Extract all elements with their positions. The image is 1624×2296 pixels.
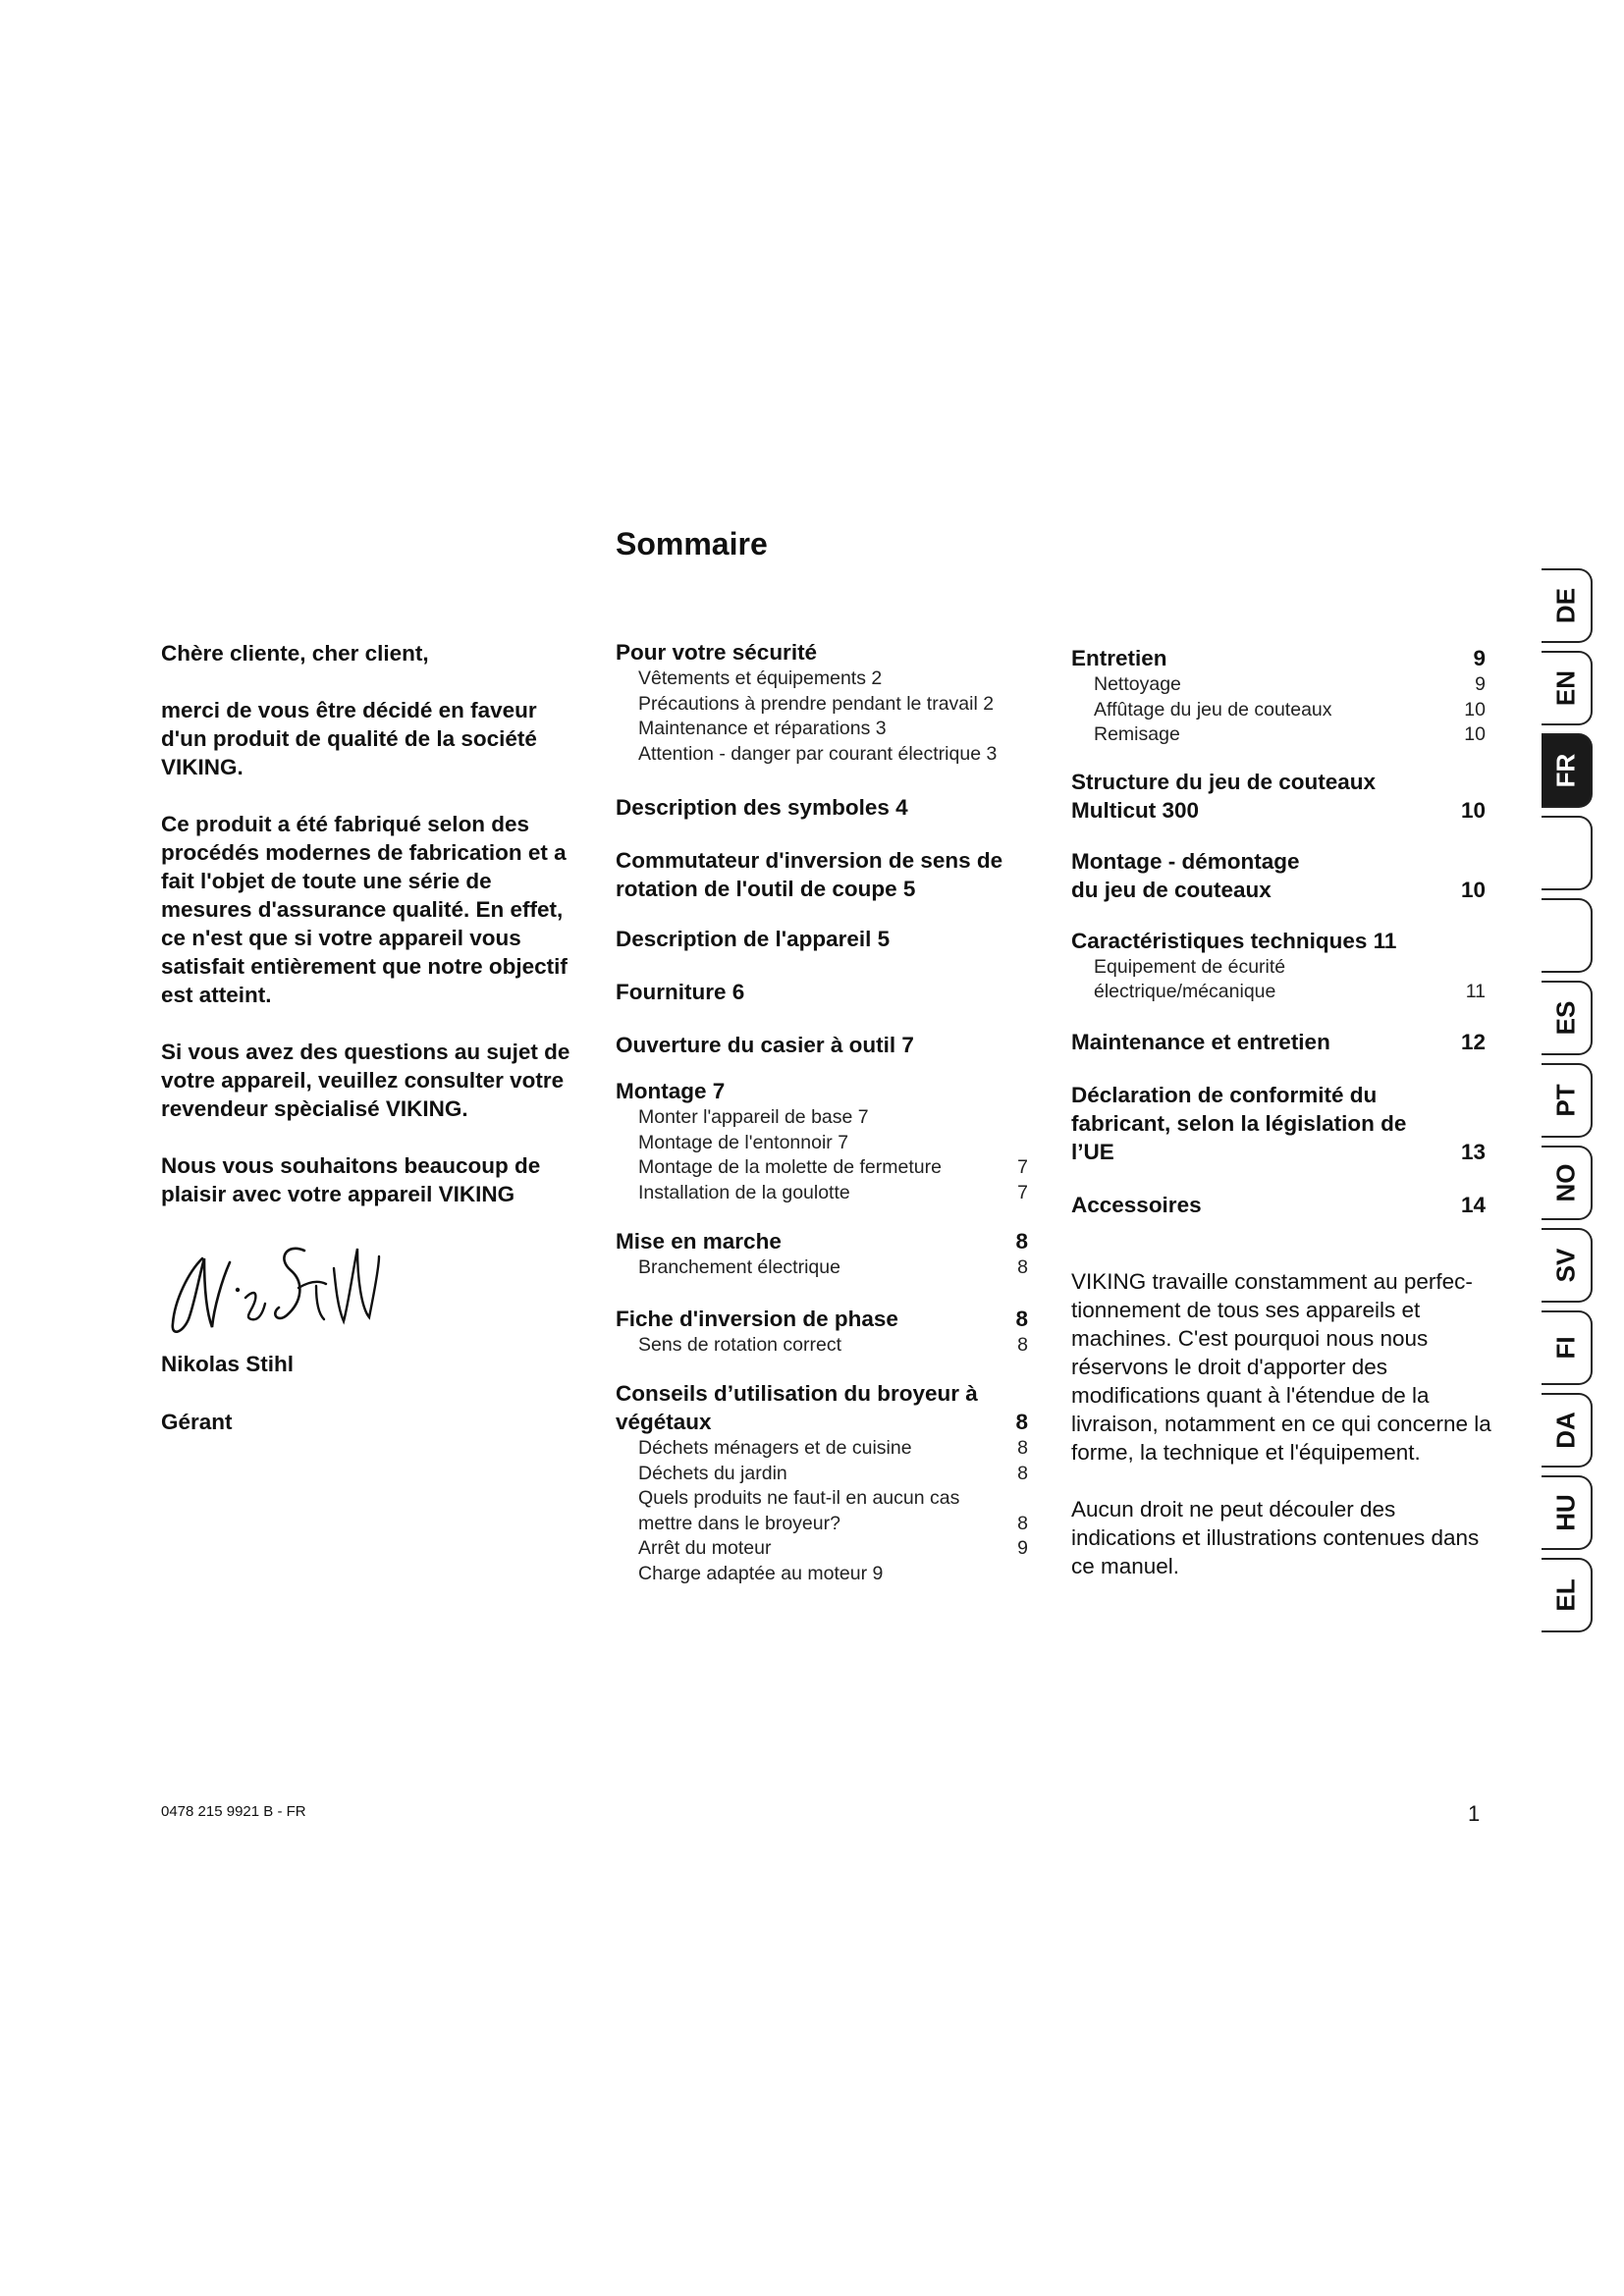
letter-paragraph: merci de vous être décidé en faveur d'un produit de qualité de la société VIKING.	[161, 698, 537, 779]
toc-section	[616, 978, 1028, 1006]
language-tab-fi[interactable]: FI	[1542, 1310, 1593, 1385]
language-tab-fr[interactable]: FR	[1542, 733, 1593, 808]
language-tab-hu[interactable]: HU	[1542, 1475, 1593, 1550]
toc-entry[interactable]: Déclaration de conformité du fabricant, selon la législation de l’UE 13	[1071, 1082, 1486, 1164]
toc-entry[interactable]: Description de l'appareil 5	[616, 927, 891, 951]
toc-entry[interactable]: Commutateur d'inversion de sens de rotation de l'outil de coupe 5	[616, 848, 1003, 901]
toc-entry[interactable]: Description des symboles 4	[616, 795, 908, 820]
language-tab-es[interactable]: ES	[1542, 981, 1593, 1055]
toc-entry[interactable]: Fourniture 6	[616, 980, 745, 1004]
toc-entry[interactable]: Maintenance et entretien 12	[1071, 1029, 1486, 1054]
language-tab-de[interactable]: DE	[1542, 568, 1593, 643]
toc-subentry[interactable]: Attention - danger par courant électrique 3	[638, 742, 998, 765]
toc-entry[interactable]: Caractéristiques techniques 11	[1071, 928, 1397, 953]
page-number: 1	[1468, 1801, 1481, 1826]
toc-subentry[interactable]: Montage de la molette de fermeture 7	[638, 1156, 1028, 1178]
toc-entry[interactable]: Accessoires 14	[1071, 1192, 1486, 1217]
letter-greeting: Chère cliente, cher client,	[161, 641, 429, 666]
toc-column-right	[1071, 644, 1486, 1219]
toc-section	[1071, 927, 1486, 1005]
toc-section	[616, 1077, 1028, 1205]
toc-section	[1071, 644, 1486, 748]
toc-subentry[interactable]: Précautions à prendre pendant le travail 2	[638, 692, 995, 715]
toc-section	[1071, 1191, 1486, 1219]
toc-subentry[interactable]: Arrêt du moteur 9	[638, 1537, 1028, 1559]
toc-subentry[interactable]: Quels produits ne faut-il en aucun cas mettre dans le broyeur? 8	[638, 1487, 1028, 1534]
toc-subentry[interactable]: Déchets ménagers et de cuisine 8	[638, 1437, 1028, 1459]
letter	[161, 639, 578, 1237]
letter-paragraph: Si vous avez des questions au sujet de votre appareil, veuillez consulter votre revendeur spècialisé VIKING.	[161, 1040, 570, 1121]
toc-section	[616, 1305, 1028, 1359]
toc-subentry[interactable]: Branchement électrique 8	[638, 1256, 1028, 1278]
toc-subentry[interactable]: Vêtements et équipements 2	[638, 667, 883, 689]
toc-subentry[interactable]: Affûtage du jeu de couteaux 10	[1094, 698, 1486, 721]
toc-entry[interactable]: Pour votre sécurité	[616, 640, 818, 665]
toc-section	[616, 925, 1028, 953]
toc-subentry[interactable]: Installation de la goulotte 7	[638, 1181, 1028, 1203]
toc-subentry[interactable]: Maintenance et réparations 3	[638, 718, 887, 739]
letter-paragraph: Ce produit a été fabriqué selon des procédés modernes de fabrication et a fait l'objet de toute une série de mesures d'assurance qualité. En effet, ce n'est que si votre appareil vous satisfait entièrement que notre objectif est atteint.	[161, 812, 568, 1007]
disclaimer	[1071, 1267, 1493, 1609]
toc-subentry[interactable]: Nettoyage 9	[1094, 673, 1486, 695]
toc-entry[interactable]: Entretien 9	[1071, 646, 1486, 670]
toc-section	[616, 846, 1008, 903]
language-tab-pt[interactable]: PT	[1542, 1063, 1593, 1138]
toc-section	[616, 793, 1028, 822]
toc-entry[interactable]: Mise en marche 8	[616, 1229, 1028, 1254]
language-tab-sv[interactable]: SV	[1542, 1228, 1593, 1303]
toc-entry[interactable]: Structure du jeu de couteaux Multicut 300 10	[1071, 769, 1486, 823]
toc-entry[interactable]: Montage - démontage du jeu de couteaux 10	[1071, 848, 1486, 902]
toc-subentry[interactable]: Remisage 10	[1094, 723, 1486, 745]
toc-subentry[interactable]: Sens de rotation correct 8	[638, 1333, 1028, 1356]
toc-subentry[interactable]: Charge adaptée au moteur 9	[638, 1562, 884, 1584]
signature	[161, 1229, 387, 1342]
toc-section	[616, 1031, 1028, 1059]
toc-entry[interactable]: Conseils d’utilisation du broyeur à végétaux 8	[616, 1381, 1028, 1434]
language-tab-blank[interactable]	[1542, 898, 1593, 973]
signer-role: Gérant	[161, 1410, 233, 1434]
toc-section	[1071, 1081, 1486, 1166]
disclaimer-paragraph: Aucun droit ne peut découler des indications et illustrations contenues dans ce manuel.	[1071, 1497, 1480, 1578]
toc-column-middle	[616, 638, 1028, 1586]
language-tab-no[interactable]: NO	[1542, 1146, 1593, 1220]
language-tab-en[interactable]: EN	[1542, 651, 1593, 725]
toc-entry[interactable]: Montage 7	[616, 1079, 726, 1103]
document-number: 0478 215 9921 B - FR	[161, 1803, 306, 1820]
toc-subentry[interactable]: Equipement de écurité électrique/mécanique 11	[1094, 955, 1486, 1002]
language-tab-el[interactable]: EL	[1542, 1558, 1593, 1632]
language-tab-blank[interactable]	[1542, 816, 1593, 890]
disclaimer-paragraph: VIKING travaille constamment au perfec-tionnement de tous ses appareils et machines. C'est pourquoi nous nous réservons le droit d'apporter des modifications quant à l'étendue de la livraison, notamment en ce qui concerne la forme, la technique et l'équipement.	[1071, 1269, 1491, 1465]
toc-section	[1071, 768, 1486, 825]
signer-name: Nikolas Stihl	[161, 1352, 295, 1376]
toc-section	[1071, 1028, 1486, 1056]
toc-section	[616, 1227, 1028, 1281]
page-title: Sommaire	[616, 526, 768, 561]
toc-entry[interactable]: Ouverture du casier à outil 7	[616, 1033, 914, 1057]
toc-subentry[interactable]: Monter l'appareil de base 7	[638, 1106, 869, 1128]
toc-section	[616, 638, 1028, 767]
language-tab-da[interactable]: DA	[1542, 1393, 1593, 1468]
toc-section	[1071, 847, 1486, 904]
toc-subentry[interactable]: Montage de l'entonnoir 7	[638, 1131, 849, 1153]
letter-paragraph: Nous vous souhaitons beaucoup de plaisir avec votre appareil VIKING	[161, 1153, 541, 1206]
toc-entry[interactable]: Fiche d'inversion de phase 8	[616, 1306, 1028, 1331]
toc-subentry[interactable]: Déchets du jardin 8	[638, 1462, 1028, 1484]
toc-section	[616, 1379, 1028, 1586]
